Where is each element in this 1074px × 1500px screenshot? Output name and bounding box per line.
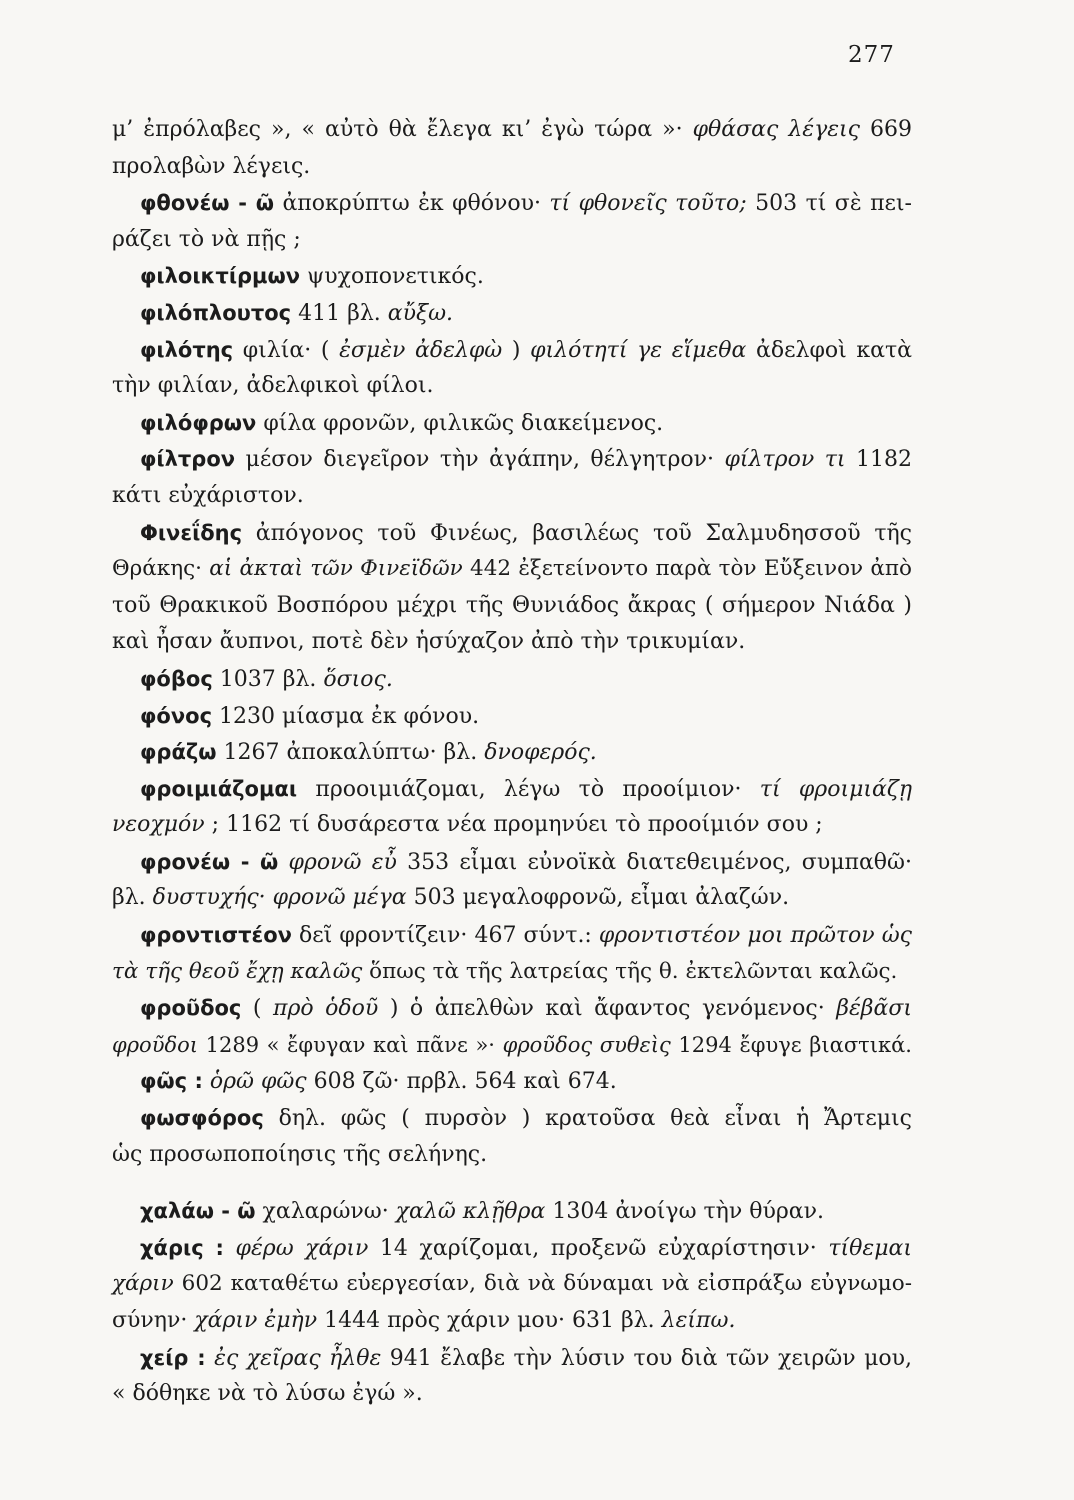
definition-text: προοιμιάζομαι, λέγω τὸ προοίμιον·: [297, 776, 760, 802]
headword: φρονέω - ῶ: [140, 849, 279, 874]
text-line: [112, 1376, 912, 1413]
text-line: [112, 112, 912, 149]
text-line: [112, 368, 912, 405]
definition-text: ; 1162 τί δυσάρεστα νέα προμηνύει τὸ προοίμιόν σου ;: [204, 812, 823, 838]
text-line: [112, 332, 912, 369]
headword: φόνος: [140, 703, 213, 728]
definition-text: 1289 « ἔφυγαν καὶ πᾶνε »·: [197, 1032, 503, 1057]
quoted-term: φρονῶ εὖ: [288, 849, 397, 875]
definition-text: ἀπόγονος τοῦ Φινέως, βασιλέως τοῦ Σαλμυδησσοῦ τῆς: [242, 520, 912, 546]
text-line: [112, 1100, 912, 1137]
text-line: [112, 441, 912, 478]
definition-text: 14 χαρίζομαι, προξενῶ εὐχαρίστησιν·: [368, 1235, 829, 1261]
quoted-term: φροντιστέον μοι πρῶτον ὡς: [598, 923, 912, 949]
definition-text: μ’ ἐπρόλαβες », « αὐτὸ θὰ ἔλεγα κι’ ἐγὼ τώρα »·: [112, 117, 693, 142]
quoted-term: τίθεμαι: [828, 1235, 912, 1261]
page-number: 277: [848, 42, 895, 68]
definition-text: 1230 μίασμα ἐκ φόνου.: [212, 703, 480, 729]
definition-text: 503 μεγαλοφρονῶ, εἶμαι ἀλαζών.: [406, 885, 790, 911]
definition-text: καὶ ἦσαν ἄυπνοι, ποτὲ δὲν ἡσύχαζον ἀπὸ τὴν τρικυμίαν.: [112, 629, 746, 655]
definition-text: Θράκης·: [112, 556, 210, 582]
quoted-term: φιλότητί γε εἵμεθα: [530, 337, 747, 363]
quoted-term: τί φροιμιάζῃ: [759, 776, 912, 802]
definition-text: δεῖ φροντίζειν· 467 σύντ.:: [291, 923, 599, 949]
quoted-term: φροῦδοι: [112, 1032, 198, 1057]
quoted-term: νεοχμόν: [112, 812, 205, 838]
definition-text: 411 βλ.: [291, 300, 388, 326]
text-line: [112, 1027, 912, 1064]
definition-text: σύνην·: [112, 1308, 195, 1333]
text-line: [112, 478, 912, 515]
quoted-term: ἐς χεῖρας ἦλθε: [214, 1345, 382, 1371]
headword: φόβος: [140, 666, 213, 691]
definition-text: κάτι εὐχάριστον.: [112, 482, 304, 508]
quoted-term: φθάσας λέγεις: [692, 117, 860, 142]
text-line: [112, 515, 912, 552]
headword: φιλότης: [140, 337, 234, 362]
definition-text: 602 καταθέτω εὐεργεσίαν, διὰ νὰ δύναμαι νὰ εἰσπράξω εὐγνωμο-: [173, 1271, 912, 1297]
headword: χάρις :: [140, 1235, 224, 1260]
definition-text: [203, 1069, 210, 1094]
text-line: [112, 222, 912, 259]
headword: φιλοικτίρμων: [140, 264, 301, 289]
definition-text: 1182: [845, 447, 912, 473]
definition-text: 1444 πρὸς χάριν μου· 631 βλ.: [317, 1308, 662, 1333]
quoted-term: φροῦδος συθεὶς: [502, 1032, 671, 1057]
quoted-term: λείπω.: [661, 1308, 736, 1333]
quoted-term: χάριν: [112, 1271, 174, 1297]
quoted-term: δνοφερός.: [484, 740, 597, 766]
definition-text: ) ὁ ἀπελθὼν καὶ ἄφαντος γενόμενος·: [378, 996, 837, 1022]
text-line: [112, 295, 912, 332]
quoted-term: ὁρῶ φῶς: [209, 1069, 307, 1095]
definition-text: [206, 1346, 215, 1371]
definition-text: 608 ζῶ· πρβλ. 564 καὶ 674.: [306, 1069, 617, 1095]
text-line: [112, 1266, 912, 1303]
definition-text: (: [241, 996, 274, 1022]
text-line: [112, 185, 912, 222]
text-line: [112, 1303, 912, 1340]
definition-text: δηλ. φῶς ( πυρσὸν ) κρατοῦσα θεὰ εἶναι ἡ Ἄρτεμις: [263, 1106, 912, 1132]
definition-text: τὴν φιλίαν, ἀδελφικοὶ φίλοι.: [112, 373, 434, 399]
text-line: [112, 588, 912, 625]
definition-text: βλ.: [112, 885, 153, 911]
headword: χαλάω - ῶ: [140, 1199, 256, 1224]
definition-text: ράζει τὸ νὰ πῇς ;: [112, 226, 301, 252]
definition-text: 442 ἐξετείνοντο παρὰ τὸν Εὔξεινον ἀπὸ: [462, 556, 912, 582]
definition-text: χαλαρώνω·: [255, 1199, 396, 1225]
definition-text: ὅπως τὰ τῆς λατρείας τῆς θ. ἐκτελῶνται καλῶς.: [362, 958, 898, 984]
headword: φροντιστέον: [140, 923, 292, 948]
text-line: [112, 551, 912, 588]
definition-text: τοῦ Θρακικοῦ Βοσπόρου μέχρι τῆς Θυνιάδος ἄκρας ( σήμερον Νιάδα ): [112, 592, 912, 618]
definition-text: 1304 ἀνοίγω τὴν θύραν.: [545, 1199, 824, 1225]
headword: φιλόπλουτος: [140, 300, 292, 325]
quoted-term: χαλῶ κλῇθρα: [395, 1199, 546, 1225]
headword: Φινεΐδης: [140, 520, 243, 545]
text-line: [112, 844, 912, 881]
definition-text: προλαβὼν λέγεις.: [112, 153, 311, 179]
quoted-term: φίλτρον τι: [724, 447, 846, 473]
text-line: [112, 807, 912, 844]
headword: φωσφόρος: [140, 1106, 264, 1131]
text-line: [112, 661, 912, 698]
glossary-text: [112, 112, 912, 1413]
definition-text: 1267 ἀποκαλύπτω· βλ.: [216, 740, 485, 766]
definition-text: ): [502, 337, 531, 363]
definition-text: φιλία· (: [233, 337, 340, 363]
definition-text: 669: [859, 117, 912, 142]
quoted-term: τὰ τῆς θεοῦ ἔχῃ καλῶς: [112, 958, 363, 984]
quoted-term: τί φθονεῖς τοῦτο;: [549, 191, 747, 217]
text-line: [112, 624, 912, 661]
quoted-term: βέβᾶσι: [836, 996, 913, 1022]
text-line: [112, 1137, 912, 1174]
definition-text: ἀποκρύπτω ἐκ φθόνου·: [274, 191, 550, 217]
definition-text: μέσον διεγεῖρον τὴν ἀγάπην, θέλγητρον·: [235, 447, 725, 473]
quoted-term: ἐσμὲν ἀδελφὼ: [339, 337, 503, 363]
headword: φῶς :: [140, 1069, 203, 1094]
definition-text: 941 ἔλαβε τὴν λύσιν του διὰ τῶν χειρῶν μου,: [381, 1345, 912, 1371]
text-line: [112, 149, 912, 186]
text-line: [112, 990, 912, 1027]
headword: φθονέω - ῶ: [140, 191, 275, 216]
definition-text: ἀδελφοὶ κατὰ: [746, 337, 912, 363]
quoted-term: αὔξω.: [387, 300, 454, 326]
text-line: [112, 771, 912, 808]
text-line: [112, 405, 912, 442]
text-line: [112, 1340, 912, 1377]
text-line: [112, 1063, 912, 1100]
headword: φράζω: [140, 740, 217, 765]
text-line: [112, 698, 912, 735]
definition-text: [224, 1236, 236, 1261]
text-line: [112, 1230, 912, 1267]
headword: φροῦδος: [140, 996, 242, 1021]
text-line: [112, 880, 912, 917]
headword: φιλόφρων: [140, 410, 257, 435]
headword: φίλτρον: [140, 447, 236, 472]
headword: χείρ :: [140, 1345, 206, 1370]
quoted-term: πρὸ ὁδοῦ: [273, 996, 379, 1022]
headword: φροιμιάζομαι: [140, 776, 298, 801]
definition-text: 1294 ἔφυγε βιαστικά.: [670, 1032, 912, 1057]
quoted-term: χάριν ἐμὴν: [194, 1308, 318, 1333]
quoted-term: ὅσιος.: [323, 666, 393, 692]
quoted-term: δυστυχής· φρονῶ μέγα: [152, 885, 407, 911]
text-line: [112, 1193, 912, 1230]
definition-text: ὡς προσωποποίησις τῆς σελήνης.: [112, 1141, 488, 1167]
definition-text: φίλα φρονῶν, φιλικῶς διακείμενος.: [256, 410, 664, 436]
definition-text: « δόθηκε νὰ τὸ λύσω ἐγώ ».: [112, 1381, 423, 1407]
definition-text: 353 εἶμαι εὐνοϊκὰ διατεθειμένος, συμπαθῶ·: [396, 849, 912, 875]
text-line: [112, 954, 912, 991]
definition-text: ψυχοπονετικός.: [300, 264, 484, 290]
text-line: [112, 734, 912, 771]
definition-text: [278, 850, 288, 875]
definition-text: 503 τί σὲ πει-: [746, 191, 912, 217]
definition-text: 1037 βλ.: [212, 666, 324, 692]
text-line: [112, 917, 912, 954]
text-line: [112, 258, 912, 295]
quoted-term: αἱ ἀκταὶ τῶν Φινεϊδῶν: [209, 556, 463, 582]
quoted-term: φέρω χάριν: [235, 1235, 369, 1261]
